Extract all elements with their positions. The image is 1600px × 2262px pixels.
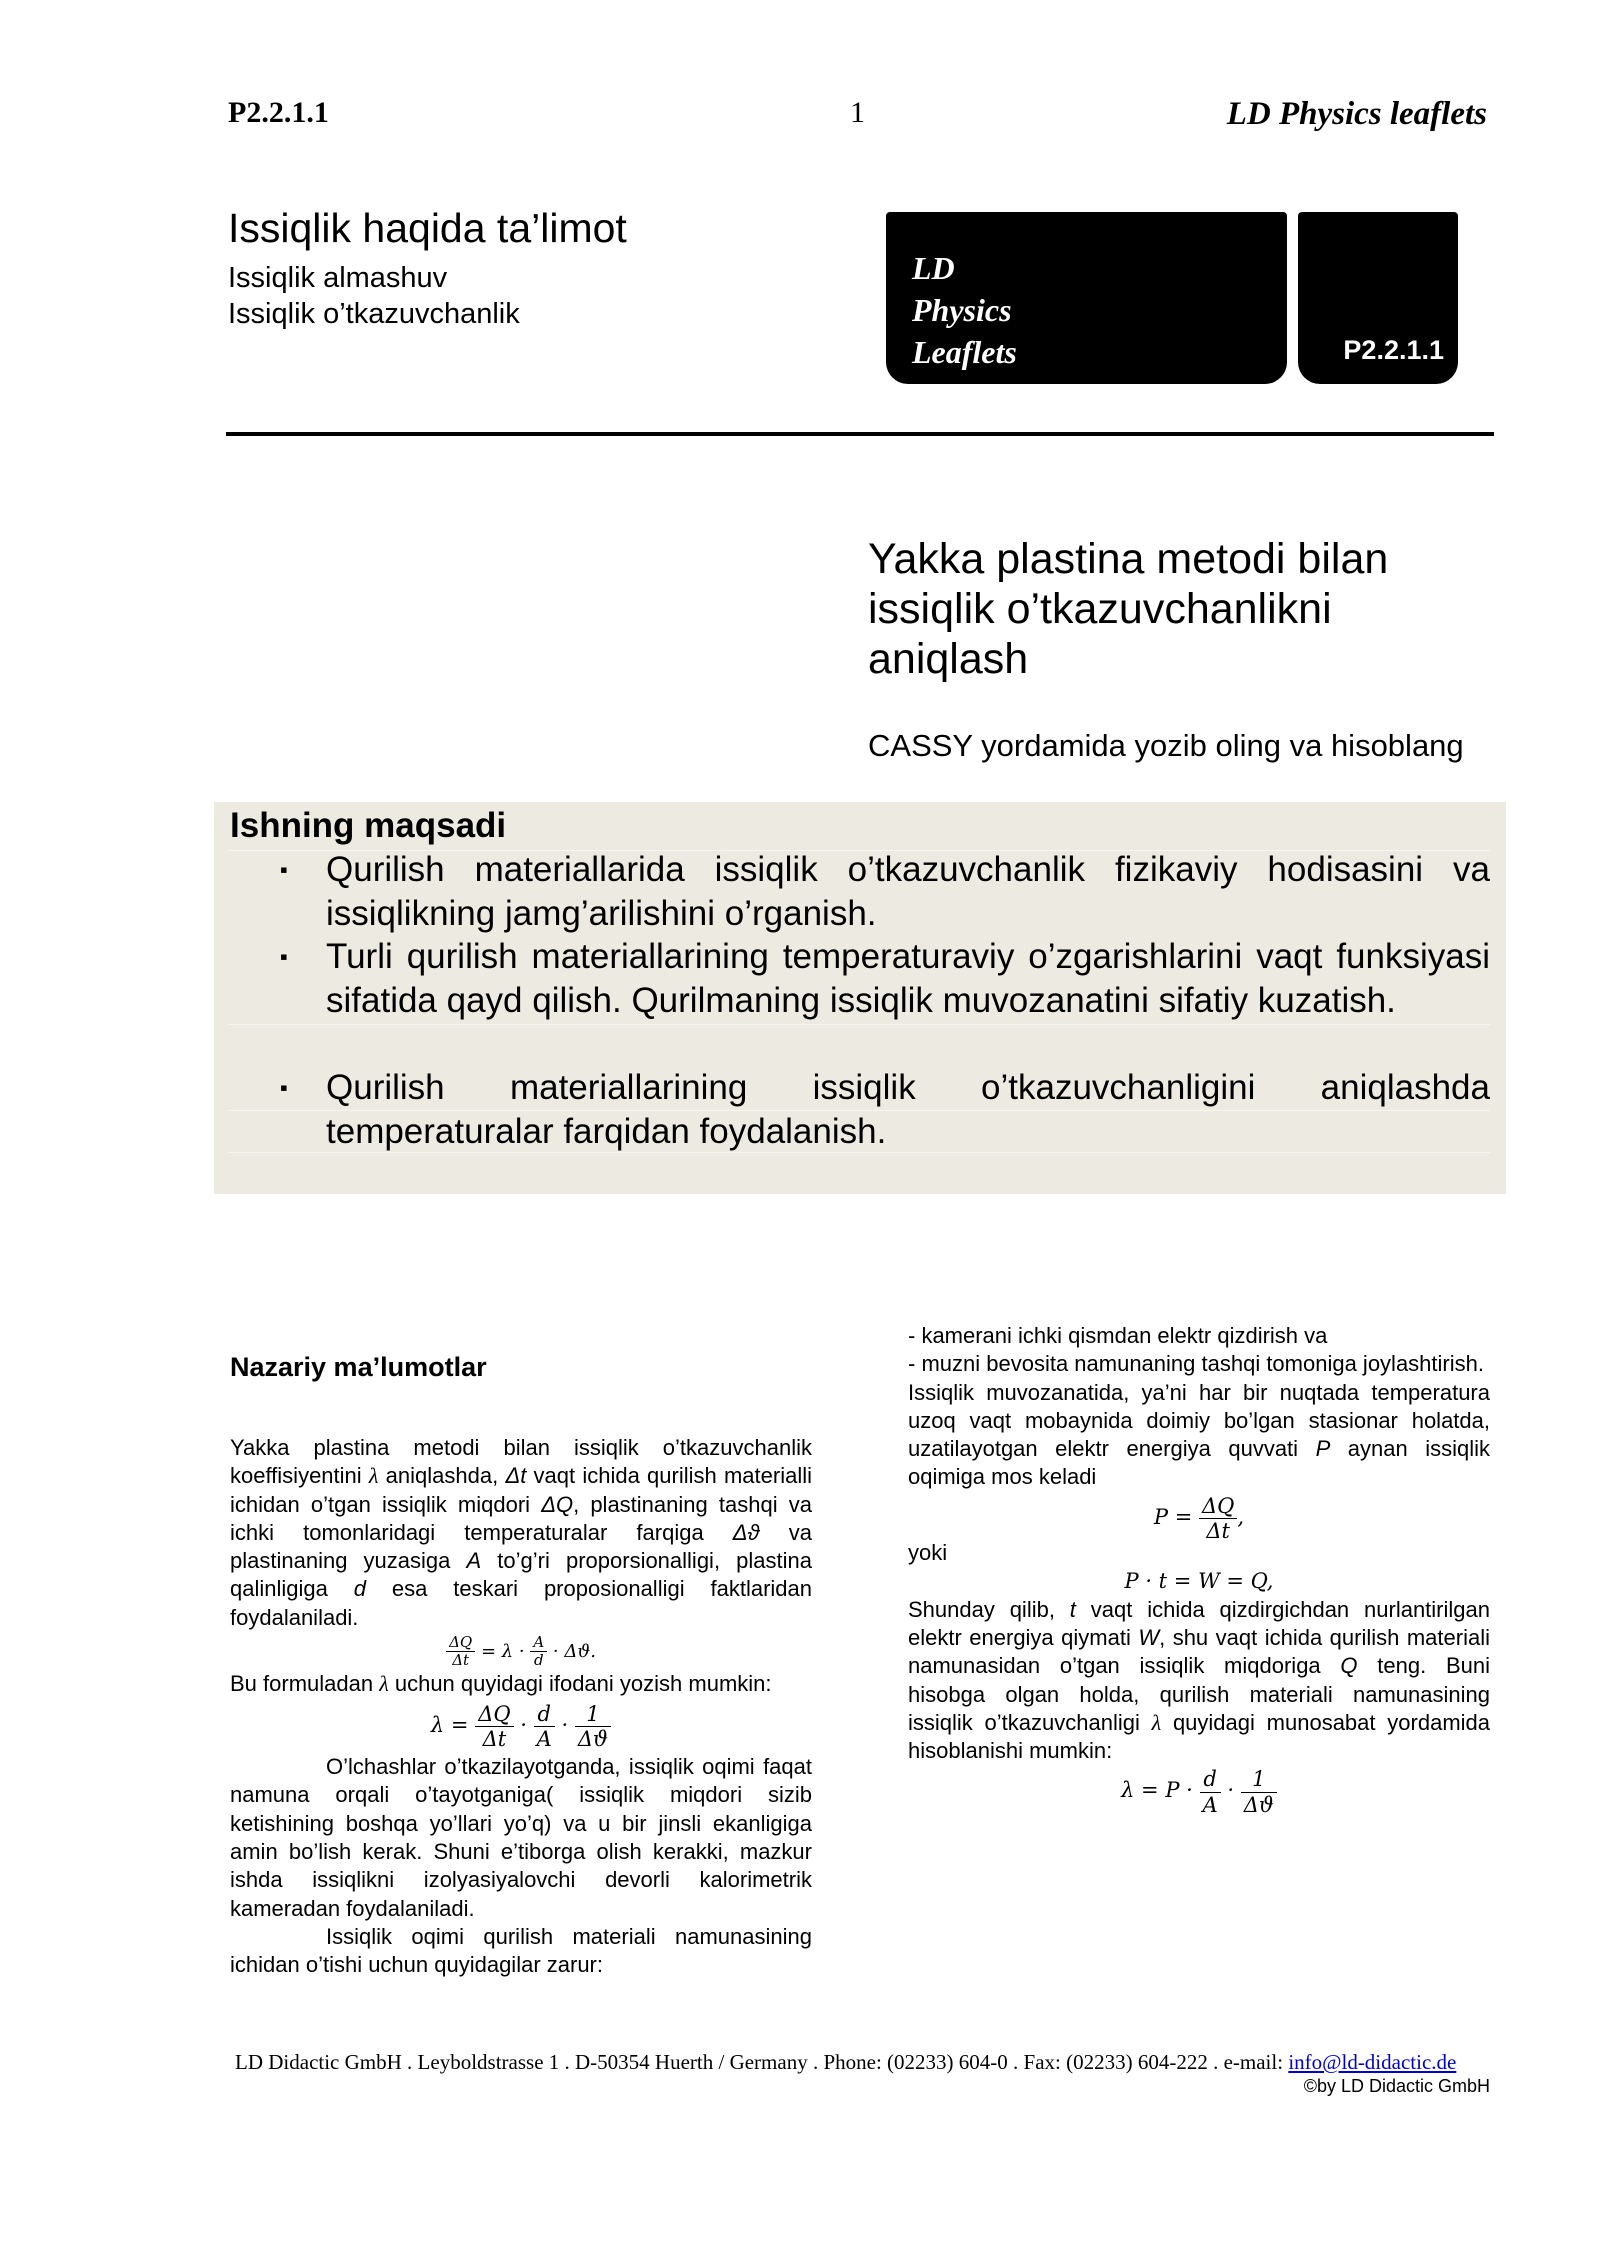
objectives-heading: Ishning maqsadi	[230, 806, 507, 845]
fraction: $\frac{\Delta Q}{\Delta t}$	[1199, 1494, 1237, 1543]
formula: P = $\frac{\Delta Q}{\Delta t}$ ,	[1153, 1493, 1245, 1543]
footer-address: LD Didactic GmbH . Leyboldstrasse 1 . D-50354 Huerth / Germany . Phone: (02233) 604-0 . Fax: (02233) 604-222 . e-mail: info@ld-didactic.de	[235, 2050, 1457, 2074]
topic-subtitle: Issiqlik o’tkazuvchanlik	[228, 298, 520, 330]
section-heading: Nazariy ma’lumotlar	[230, 1352, 487, 1382]
list-item: - kamerani ichki qismdan elektr qizdirish va	[908, 1323, 1328, 1348]
fraction: $\frac{A}{d}$	[530, 1634, 547, 1670]
paragraph: Bu formuladan λ uchun quyidagi ifodani yozish mumkin:	[230, 1670, 772, 1696]
leaflet-code: P2.2.1.1	[228, 96, 329, 129]
list-item: - muzni bevosita namunaning tashqi tomoniga joylashtirish.	[908, 1351, 1484, 1377]
footer-email-link[interactable]: info@ld-didactic.de	[1288, 2050, 1457, 2074]
logo-word: Physics	[912, 292, 1012, 328]
bullet-icon: ▪	[280, 857, 288, 882]
objective-text: Qurilish materiallarida issiqlik o’tkazuvchanlik fizikaviy hodisasini va issiqlikning jamg’arilishini o’rganish.	[326, 850, 1490, 933]
paragraph: Shunday qilib, t vaqt ichida qizdirgichdan nurlantirilgan elektr energiya qiymati W, shu vaqt ichida qurilish materiali namunasidan o’tgan issiqlik miqdoriga Q teng. Buni hisobga olgan holda, qurilish materiali namunasining issiqlik o’tkazuvchanligi λ quyidagi munosabat yordamida hisoblanishi mumkin:	[908, 1596, 1490, 1764]
logo-code-block	[1298, 212, 1458, 384]
objective-item	[280, 935, 1490, 1022]
formula: λ = P · $\frac{d}{A}$ · $\frac{1}{\Delta ϑ}$	[908, 1767, 1490, 1816]
footer-copyright: ©by LD Didactic GmbH	[1303, 2076, 1490, 2096]
experiment-title: Yakka plastina metodi bilan issiqlik o’tkazuvchanlikni aniqlash	[868, 535, 1389, 683]
fraction: $\frac{\Delta Q}{\Delta t}$	[446, 1634, 475, 1670]
objective-text: Turli qurilish materiallarining temperaturaviy o’zgarishlarini vaqt funksiyasi sifatida qayd qilish. Qurilmaning issiqlik muvozanatini sifatiy kuzatish.	[326, 937, 1490, 1020]
paragraph: O’lchashlar o’tkazilayotganda, issiqlik oqimi faqat namuna orqali o’tayotganiga( issiqlik miqdori sizib ketishining boshqa yo’llari yo’q) va u bir jinsli ekanligiga amin bo’lish kerak. Shuni e’tiborga olish kerakki, mazkur ishda issiqlikni izolyasiyalovchi devorli kalorimetrik kameradan foydalaniladi.	[230, 1754, 812, 1921]
objective-item	[280, 848, 1490, 935]
divider	[228, 1024, 1490, 1025]
paragraph: Issiqlik oqimi qurilish materiali namunasining ichidan o’tishi uchun quyidagilar zarur:	[230, 1923, 812, 1978]
logo-code: P2.2.1.1	[1343, 335, 1444, 365]
page-number: 1	[850, 96, 865, 129]
objective-item	[280, 1066, 1490, 1153]
ld-leaflets-logo	[886, 212, 1287, 384]
theory-left-column	[230, 1350, 812, 1980]
formula: $\frac{\Delta Q}{\Delta t}$ = λ · $\frac{A}{d}$ · Δϑ.	[230, 1634, 812, 1670]
bullet-icon: ▪	[280, 944, 288, 969]
header-divider	[226, 432, 1494, 436]
paragraph: Yakka plastina metodi bilan issiqlik o’tkazuvchanlik koeffisiyentini λ aniqlashda, Δt vaqt ichida qurilish materialli ichidan o’tgan issiqlik miqdori ΔQ, plastinaning tashqi va ichki tomonlaridagi temperaturalar farqiga Δϑ va plastinaning yuzasiga A to’g’ri proporsionalligi, plastina qalinligiga d esa teskari proposionalligi faktlaridan foydalaniladi.	[230, 1435, 813, 1630]
objective-text: Qurilish materiallarining issiqlik o’tkazuvchanligini aniqlashda temperaturalar farqidan foydalanish.	[326, 1068, 1490, 1151]
bullet-icon: ▪	[280, 1075, 288, 1100]
formula: P · t = W = Q,	[1124, 1569, 1274, 1594]
fraction: $\frac{1}{\Delta ϑ}$	[1241, 1767, 1277, 1816]
fraction: $\frac{\Delta Q}{\Delta t}$	[475, 1702, 513, 1751]
fraction: $\frac{1}{\Delta ϑ}$	[575, 1702, 611, 1751]
fraction: $\frac{d}{A}$	[534, 1702, 555, 1751]
formula: λ = $\frac{\Delta Q}{\Delta t}$ · $\frac{d}{A}$ · $\frac{1}{\Delta ϑ}$	[230, 1702, 812, 1751]
fraction: $\frac{d}{A}$	[1200, 1767, 1221, 1816]
paragraph: Issiqlik muvozanatida, ya’ni har bir nuqtada temperatura uzoq vaqt mobaynida doimiy bo’lgan stasionar holatda, uzatilayotgan elektr energiya quvvati P aynan issiqlik oqimiga mos keladi	[908, 1379, 1491, 1490]
paragraph: yoki	[908, 1540, 948, 1566]
logo-word: Leaflets	[912, 334, 1017, 370]
topic-title: Issiqlik haqida ta’limot	[228, 205, 627, 251]
logo-word: LD	[912, 250, 955, 286]
series-title: LD Physics leaflets	[1226, 96, 1487, 132]
experiment-subtitle: CASSY yordamida yozib oling va hisoblang	[868, 728, 1464, 763]
topic-subtitle: Issiqlik almashuv	[228, 262, 448, 294]
theory-right-column	[908, 1322, 1490, 1817]
